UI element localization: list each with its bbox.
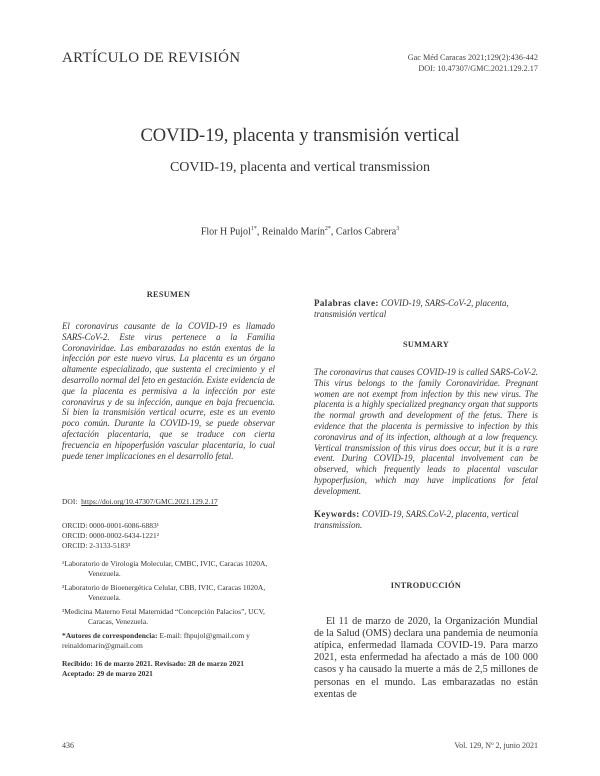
introduccion-heading: INTRODUCCIÓN [390, 580, 462, 590]
journal-doi: DOI: 10.47307/GMC.2021.129.2.17 [418, 64, 538, 73]
keywords-spanish-text: COVID-19, SARS-CoV-2, placenta, transmisión vertical [314, 298, 509, 319]
keywords-english [314, 509, 538, 531]
author-affiliation-mark: 3 [396, 226, 400, 232]
summary-text: The coronavirus that causes COVID-19 is called SARS-CoV-2. This virus belongs to the family Coronaviridae. Pregnant women are not exempt from infection by this new virus. The placenta is a highly specialized pregnancy organ that supports the normal growth and development of the fetus. There is evidence that the placenta is permissive to infection by this coronavirus and of its infection, although at a low frequency. Vertical transmission of this virus does occur, but it is a rare event. During COVID-19, placental involvement can be observed, which frequently leads to placental vascular hypoperfusion, which may have implications for fetal development. [314, 367, 538, 496]
correspondence-text: E-mail: fhpujol@gmail.com y reinaldomarin@gmail.com [62, 631, 250, 651]
resumen-text: El coronavirus causante de la COVID-19 es llamado SARS-CoV-2. Este virus pertenece a la Familia Coronaviridae. Las embarazadas no están exentas de la infección por este nuevo virus. La placenta es un órgano altamente especializado, que sustenta el crecimiento y el desarrollo normal del feto en gestación. Existe evidencia de que la placenta es permisiva a la infección por este coronavirus y de su infección, aunque en baja frecuencia. Si bien la transmisión vertical ocurre, este es un evento poco común. Durante la COVID-19, se puede observar afectación placentaria, que se traduce con cierta frecuencia en hipoperfusión vascular placentaria, lo cual puede tener implicaciones en el desarrollo fetal. [62, 321, 275, 461]
introduccion-text: El 11 de marzo de 2020, la Organización Mundial de la Salud (OMS) declara una pandemia de neumonía atípica, enfermedad llamada COVID-19. Para marzo 2021, esta enfermedad ha afectado a más de 100 000 casos y ha causado la muerte a más de 2,5 millones de personas en el mundo. Las embarazadas no están exentas de [314, 615, 538, 700]
keywords-spanish [314, 298, 538, 320]
section-label: ARTÍCULO DE REVISIÓN [62, 50, 241, 66]
journal-citation: Gac Méd Caracas 2021;129(2):436-442 [407, 53, 538, 62]
orcid-entry: ORCID: 0000-0002-6434-1221² [62, 531, 160, 541]
affiliation-mark: ² [62, 583, 65, 593]
volume-info: Vol. 129, Nº 2, junio 2021 [454, 741, 538, 750]
author-affiliation-mark: 2* [324, 226, 331, 232]
keywords-english-text: COVID-19, SARS.CoV-2, placenta, vertical transmission. [314, 508, 519, 530]
article-title-english: COVID-19, placenta and vertical transmission [169, 160, 431, 175]
author-name: Flor H Pujol [200, 226, 251, 238]
doi-link[interactable]: https://doi.org/10.47307/GMC.2021.129.2.17 [81, 497, 218, 507]
orcid-list [62, 521, 275, 551]
doi-line [62, 497, 275, 507]
author-affiliation-mark: 1* [250, 226, 257, 232]
affiliation-list [62, 559, 275, 627]
right-column [314, 298, 538, 701]
resumen-heading: RESUMEN [146, 290, 191, 299]
affiliation-entry [62, 583, 275, 603]
summary-heading: SUMMARY [402, 340, 450, 349]
affiliation-entry [62, 607, 275, 627]
received-dates: Recibido: 16 de marzo 2021. Revisado: 28 de marzo 2021 Aceptado: 29 de marzo 2021 [62, 659, 245, 679]
affiliation-mark: ¹ [62, 559, 65, 569]
affiliation-text: Laboratorio de Bioenergética Celular, CBB, IVIC, Caracas 1020A, Venezuela. [64, 583, 266, 603]
affiliation-entry [62, 559, 275, 579]
page-number: 436 [62, 741, 74, 750]
orcid-entry: ORCID: 0000-0001-6086-6883¹ [62, 521, 160, 531]
orcid-entry: ORCID: 2-3133-5183³ [62, 541, 131, 551]
journal-reference [408, 52, 538, 74]
affiliation-text: Medicina Materno Fetal Maternidad “Concepción Palacios”, UCV, Caracas, Venezuela. [64, 607, 265, 627]
affiliation-mark: ³ [62, 607, 65, 617]
doi-label: DOI: [62, 497, 78, 507]
keywords-spanish-label: Palabras clave: [314, 298, 379, 308]
affiliation-text: Laboratorio de Virología Molecular, CMBC, IVIC, Caracas 1020A, Venezuela. [64, 559, 268, 579]
author-list: Flor H Pujol$^{1*}$, Reinaldo Marín$^{2*}$, Carlos Cabrera$^3$ [200, 226, 400, 238]
correspondence-label: *Autores de correspondencia: [62, 631, 158, 641]
correspondence [62, 631, 275, 651]
keywords-english-label: Keywords: [314, 508, 360, 519]
left-column [62, 290, 275, 679]
author-name: Carlos Cabrera [335, 226, 397, 238]
author-name: Reinaldo Marín [261, 226, 325, 238]
article-title-spanish: COVID-19, placenta y transmisión vertical [140, 126, 460, 146]
